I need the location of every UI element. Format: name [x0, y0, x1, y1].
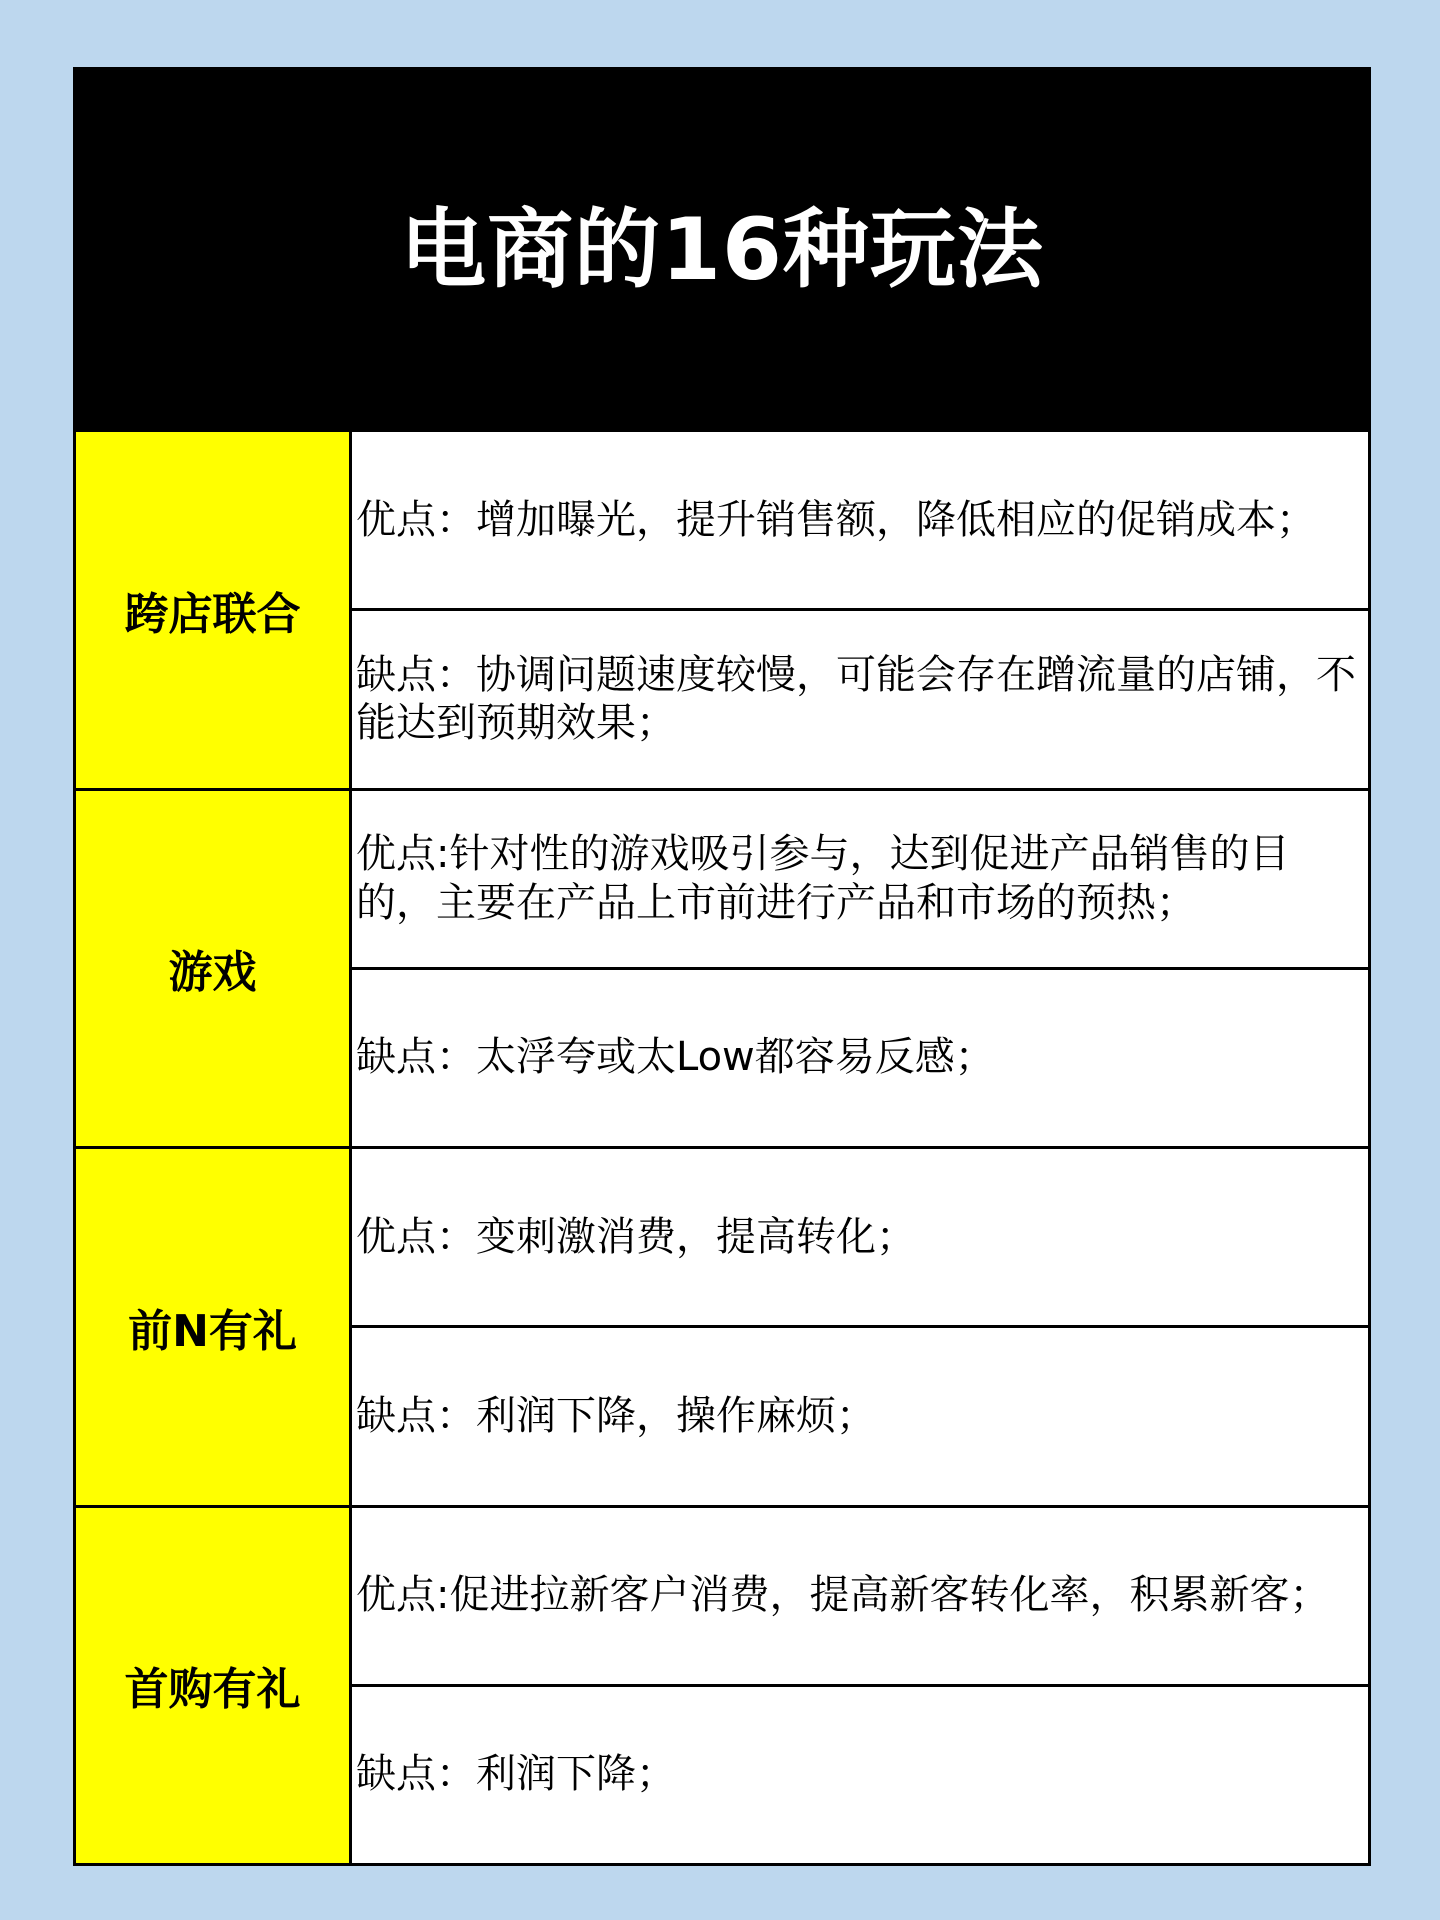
- strategy-label-cell: [76, 1508, 352, 1864]
- table-row: [76, 1505, 1368, 1864]
- strategy-details: [352, 791, 1368, 1147]
- pros-text: 优点:促进拉新客户消费，提高新客转化率，积累新客；: [356, 1572, 1330, 1619]
- title-banner: [76, 70, 1368, 432]
- strategy-label: 游戏: [168, 947, 257, 999]
- strategy-details: [352, 1508, 1368, 1864]
- cons-text: 缺点：利润下降；: [352, 1684, 1368, 1863]
- strategy-label-cell: [76, 432, 352, 788]
- table-row: [76, 788, 1368, 1147]
- strategy-details: [352, 1149, 1368, 1505]
- cons-text: 缺点：协调问题速度较慢，可能会存在蹭流量的店铺，不能达到预期效果；: [352, 608, 1368, 787]
- strategy-label: 首购有礼: [124, 1664, 301, 1716]
- pros-text: 优点：变刺激消费，提高转化；: [356, 1213, 916, 1260]
- strategy-label: 前N有礼: [128, 1305, 297, 1357]
- pros-text: 优点:针对性的游戏吸引参与，达到促进产品销售的目的，主要在产品上市前进行产品和市场的预热；: [356, 830, 1290, 926]
- page-title: 电商的16种玩法: [400, 200, 1044, 300]
- table-row: [76, 1146, 1368, 1505]
- infographic-card: [73, 67, 1371, 1866]
- cons-text: 缺点：利润下降，操作麻烦；: [352, 1325, 1368, 1504]
- cons-text: 缺点：太浮夸或太Low都容易反感；: [352, 967, 1368, 1146]
- strategy-table: [76, 432, 1368, 1863]
- strategy-details: [352, 432, 1368, 788]
- table-row: [76, 432, 1368, 788]
- strategy-label-cell: [76, 1149, 352, 1505]
- pros-text: 优点：增加曝光，提升销售额，降低相应的促销成本；: [356, 496, 1316, 543]
- strategy-label-cell: [76, 791, 352, 1147]
- strategy-label: 跨店联合: [124, 588, 301, 640]
